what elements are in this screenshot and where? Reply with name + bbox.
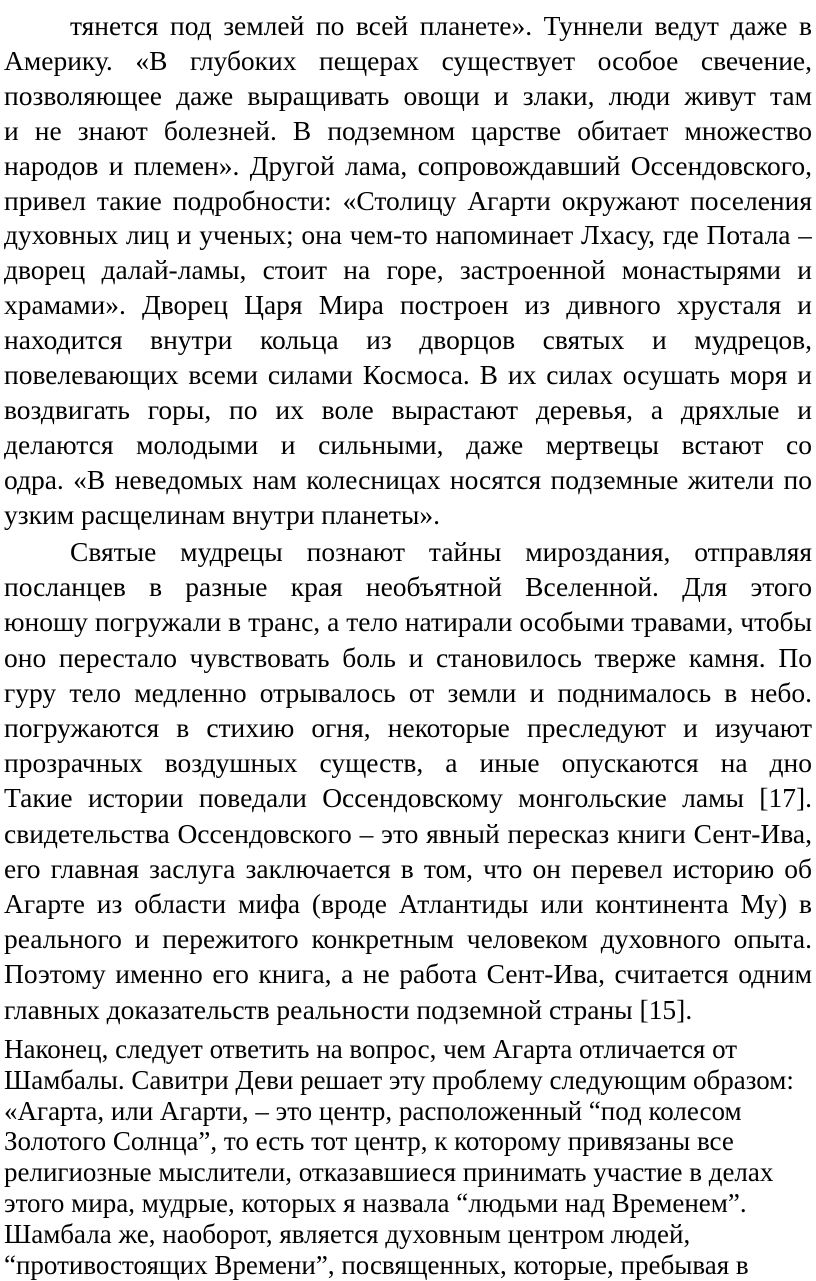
text-line: гуру тело медленно отрывалось от земли и поднималось в небо. <box>4 676 812 708</box>
text-line: одра. «В неведомых нам колесницах носятся подземные жители по <box>4 463 812 495</box>
text-line: народов и племен». Другой лама, сопровождавший Оссендовского, <box>4 149 812 181</box>
text-line: этого мира, мудрые, которых я назвала “людьми над Временем”. <box>4 1188 747 1218</box>
text-line: религиозные мыслители, отказавшиеся принимать участие в делах <box>4 1157 774 1188</box>
text-line: свидетельства Оссендовского – это явный пересказ книги Сент-Ива, <box>4 817 812 849</box>
text-line: прозрачных воздушных существ, а иные опускаются на дно <box>4 747 812 779</box>
text-line: посланцев в разные края необъятной Вселенной. Для этого <box>4 571 812 603</box>
text-line: погружаются в стихию огня, некоторые преследуют и изучают <box>4 712 812 743</box>
text-line: Наконец, следует ответить на вопрос, чем Агарта отличается от <box>4 1034 738 1064</box>
text-line: Такие истории поведали Оссендовскому монгольские ламы [17]. <box>4 782 812 814</box>
text-line: духовных лиц и ученых; она чем-то напоминает Лхасу, где Потала – <box>4 219 812 251</box>
text-line: узким расщелинам внутри планеты». <box>4 498 440 530</box>
text-line: привел такие подробности: «Столицу Агарти окружают поселения <box>4 184 812 216</box>
text-line: делаются молодыми и сильными, даже мертвецы встают со <box>4 428 812 460</box>
text-line: его главная заслуга заключается в том, что он перевел историю об <box>4 852 812 884</box>
text-line: Шамбалы. Савитри Деви решает эту проблему следующим образом: <box>4 1064 794 1095</box>
text-line: юношу погружали в транс, а тело натирали особыми травами, чтобы <box>4 606 812 638</box>
text-line: главных доказательств реальности подземной страны [15]. <box>4 993 693 1025</box>
text-line: оно перестало чувствовать боль и становилось тверже камня. По <box>4 641 812 673</box>
text-line: Америку. «В глубоких пещерах существует особое свечение, <box>4 44 812 76</box>
text-line: храмами». Дворец Царя Мира построен из дивного хрусталя и <box>4 289 812 321</box>
text-line: “противостоящих Времени”, посвященных, которые, пребывая в <box>4 1249 749 1280</box>
text-line: дворец далай-ламы, стоит на горе, застроенной монастырями и <box>4 254 812 286</box>
text-line: Шамбала же, наоборот, является духовным центром людей, <box>4 1218 691 1249</box>
text-line: тянется под землей по всей планете». Туннели ведут даже в <box>70 10 812 41</box>
text-line: позволяющее даже выращивать овощи и злаки, люди живут там <box>4 79 812 111</box>
text-line: повелевающих всеми силами Космоса. В их силах осушать моря и <box>4 359 812 390</box>
text-line: и не знают болезней. В подземном царстве обитает множество <box>4 114 812 146</box>
text-line: Поэтому именно его книга, а не работа Сент-Ива, считается одним <box>4 958 812 990</box>
text-line: реального и пережитого конкретным человеком духовного опыта. <box>4 923 812 955</box>
text-line: Золотого Солнца”, то есть тот центр, к которому привязаны все <box>4 1126 734 1157</box>
text-line: находится внутри кольца из дворцов святых и мудрецов, <box>4 324 812 356</box>
text-line: воздвигать горы, по их воле вырастают деревья, а дряхлые и <box>4 393 812 425</box>
text-line: «Агарта, или Агарти, – это центр, расположенный “под колесом <box>4 1095 742 1126</box>
text-line: Святые мудрецы познают тайны мироздания, отправляя <box>70 536 812 567</box>
text-line: Агарте из области мифа (вроде Атлантиды или континента Му) в <box>4 888 812 919</box>
